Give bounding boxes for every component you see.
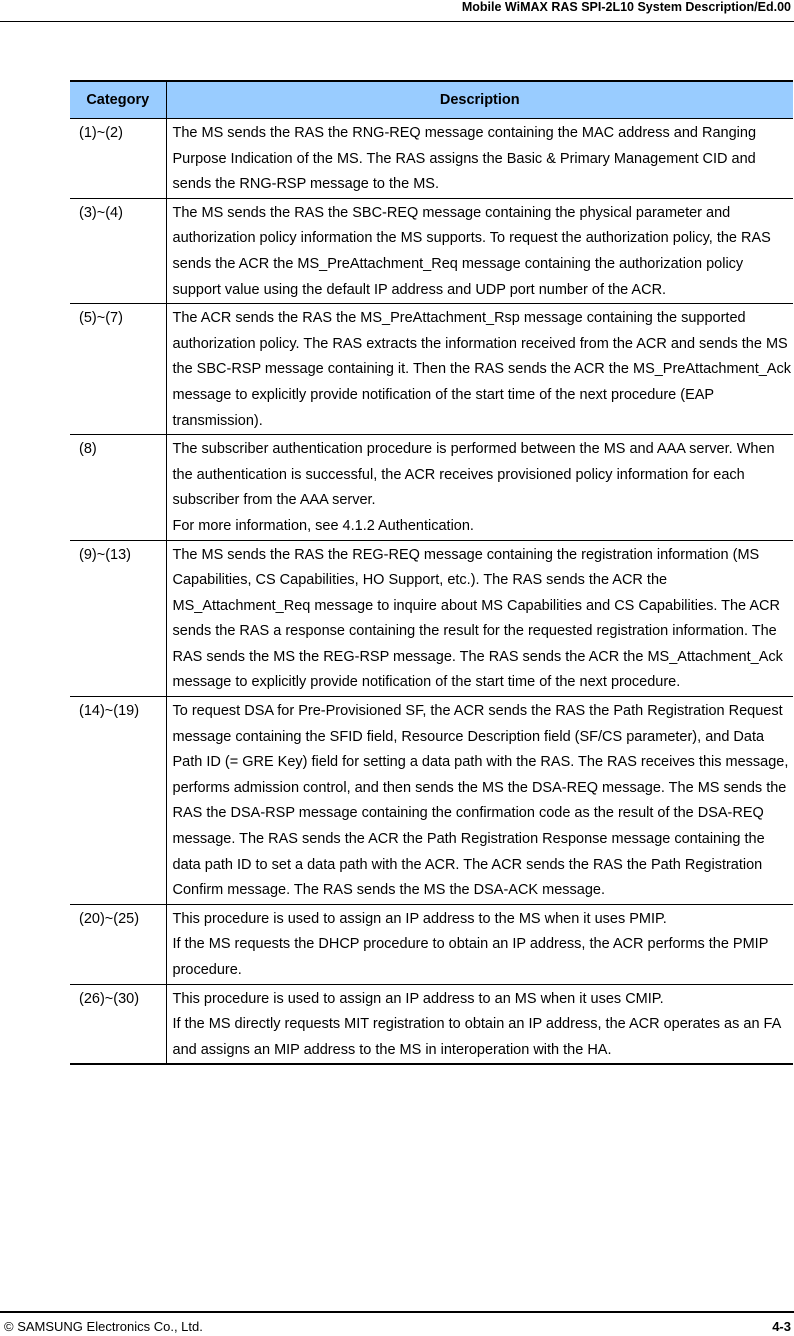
row-description: The MS sends the RAS the SBC-REQ message containing the physical parameter and authorization policy information the MS supports. To request the authorization policy, the RAS sends the ACR the MS_PreAttachment_Req message containing the authorization policy support value using the default IP address and UDP port number of the ACR. bbox=[166, 198, 793, 303]
row-description: To request DSA for Pre-Provisioned SF, the ACR sends the RAS the Path Registration Request message containing the SFID field, Resource Description field (SF/CS parameter), and Data Path ID (= GRE Key) field for setting a data path with the RAS. The RAS receives this message, performs admission control, and then sends the MS the DSA-REQ message. The MS sends the RAS the DSA-RSP message containing the confirmation code as the result of the DSA-REQ message. The RAS sends the ACR the Path Registration Response message containing the data path ID to set a data path with the ACR. The ACR sends the RAS the Path Registration Confirm message. The RAS sends the MS the DSA-ACK message. bbox=[166, 697, 793, 905]
row-description: This procedure is used to assign an IP address to an MS when it uses CMIP. If the MS directly requests MIT registration to obtain an IP address, the ACR operates as an FA and assigns an MIP address to the MS in interoperation with the HA. bbox=[166, 984, 793, 1064]
row-description: The MS sends the RAS the REG-REQ message containing the registration information (MS Capabilities, CS Capabilities, HO Support, etc.). The RAS sends the ACR the MS_Attachment_Req message to inquire about MS Capabilities and CS Capabilities. The ACR sends the RAS a response containing the result for the requested registration information. The RAS sends the MS the REG-RSP message. The RAS sends the ACR the MS_Attachment_Ack message to explicitly provide notification of the start time of the next procedure. bbox=[166, 540, 793, 697]
table-row bbox=[70, 304, 793, 435]
row-description: The MS sends the RAS the RNG-REQ message containing the MAC address and Ranging Purpose Indication of the MS. The RAS assigns the Basic & Primary Management CID and sends the RNG-RSP message to the MS. bbox=[166, 119, 793, 199]
category-column-header: Category bbox=[70, 81, 166, 119]
table-row bbox=[70, 540, 793, 697]
description-column-header: Description bbox=[166, 81, 793, 119]
row-description: The ACR sends the RAS the MS_PreAttachment_Rsp message containing the supported authorization policy. The RAS extracts the information received from the ACR and sends the MS the SBC-RSP message containing it. Then the RAS sends the ACR the MS_PreAttachment_Ack message to explicitly provide notification of the start time of the next procedure (EAP transmission). bbox=[166, 304, 793, 435]
row-category: (26)~(30) bbox=[70, 984, 166, 1064]
row-category: (8) bbox=[70, 435, 166, 540]
table-row bbox=[70, 119, 793, 199]
header-divider bbox=[0, 21, 794, 22]
row-category: (5)~(7) bbox=[70, 304, 166, 435]
table-row bbox=[70, 697, 793, 905]
table-row bbox=[70, 435, 793, 540]
row-category: (1)~(2) bbox=[70, 119, 166, 199]
row-category: (9)~(13) bbox=[70, 540, 166, 697]
page-number: 4-3 bbox=[772, 1319, 791, 1334]
footer-copyright: © SAMSUNG Electronics Co., Ltd. bbox=[4, 1319, 203, 1334]
row-description: The subscriber authentication procedure is performed between the MS and AAA server. When the authentication is successful, the ACR receives provisioned policy information for each subscriber from the AAA server. For more information, see 4.1.2 Authentication. bbox=[166, 435, 793, 540]
table-row bbox=[70, 904, 793, 984]
row-category: (3)~(4) bbox=[70, 198, 166, 303]
row-category: (20)~(25) bbox=[70, 904, 166, 984]
page-header-title: Mobile WiMAX RAS SPI-2L10 System Description/Ed.00 bbox=[461, 0, 791, 14]
footer-divider bbox=[0, 1311, 794, 1313]
row-description: This procedure is used to assign an IP address to the MS when it uses PMIP. If the MS requests the DHCP procedure to obtain an IP address, the ACR performs the PMIP procedure. bbox=[166, 904, 793, 984]
procedure-description-table bbox=[70, 80, 793, 1065]
table-row bbox=[70, 984, 793, 1064]
table-row bbox=[70, 198, 793, 303]
table-header-row bbox=[70, 81, 793, 119]
row-category: (14)~(19) bbox=[70, 697, 166, 905]
